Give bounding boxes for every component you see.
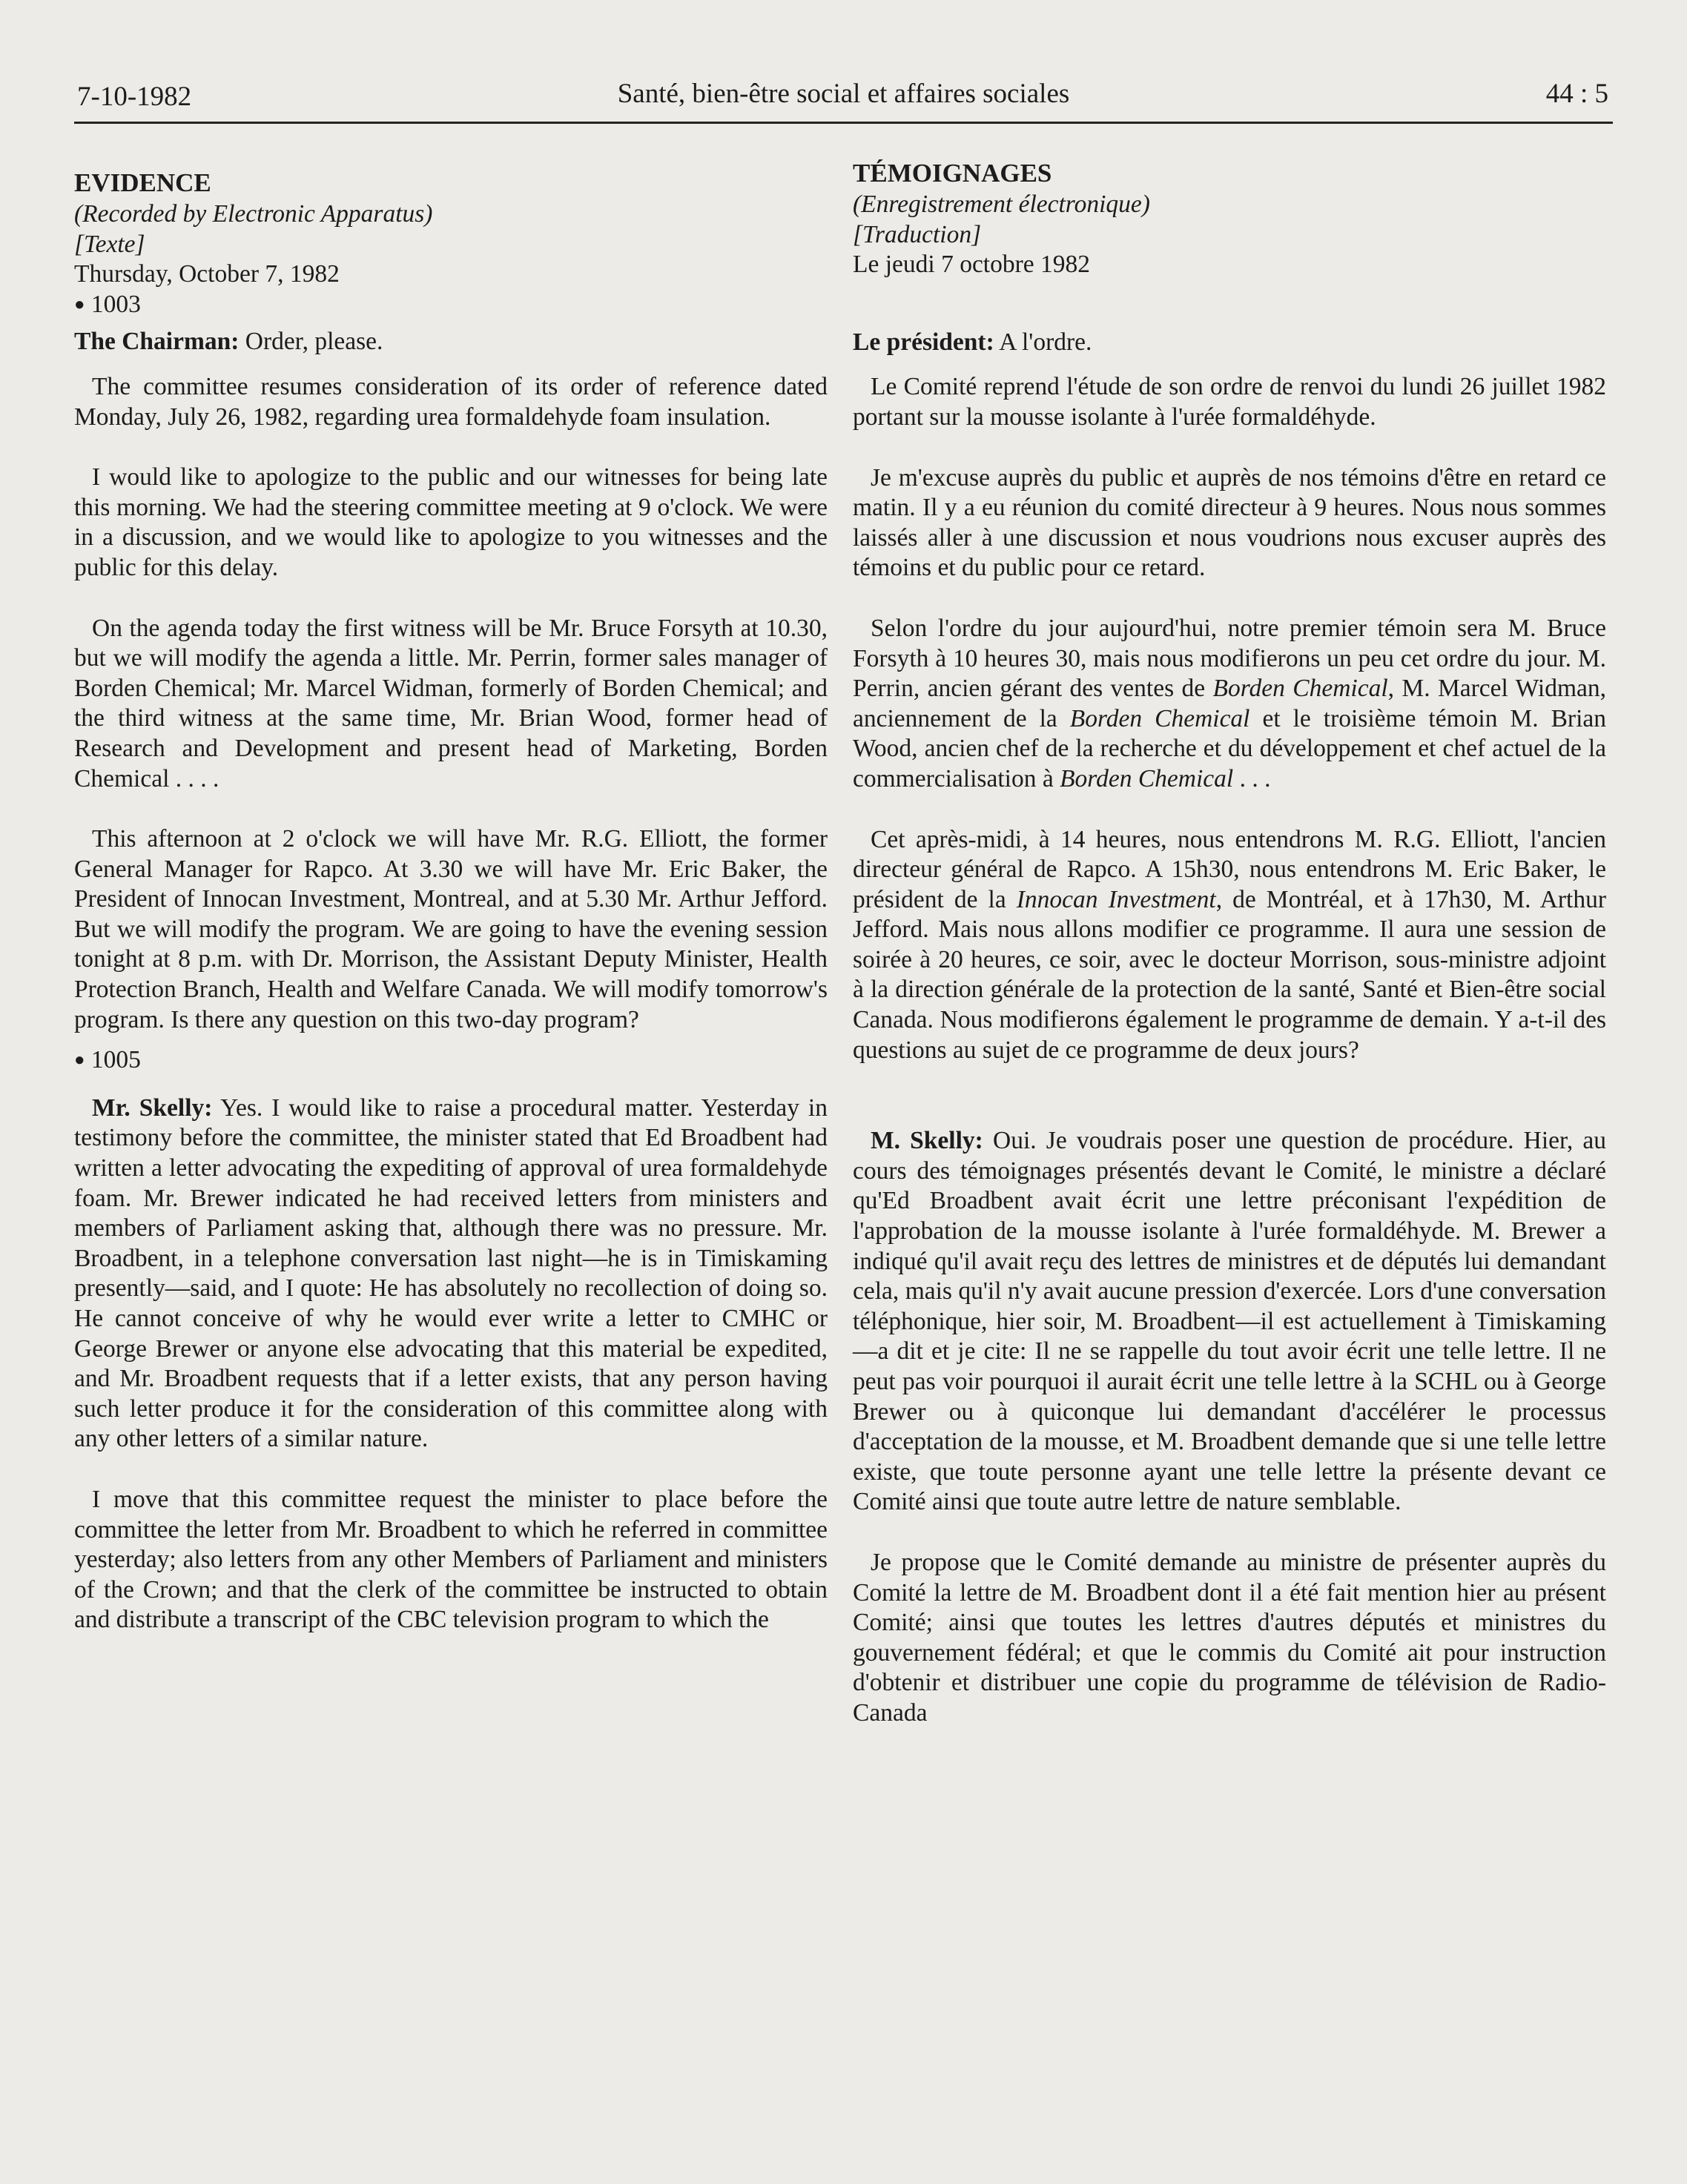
evidence-heading: EVIDENCE: [74, 168, 211, 197]
french-column: [853, 157, 1606, 1729]
chairman-statement: [74, 327, 828, 357]
session-date: Thursday, October 7, 1982: [74, 260, 340, 288]
speaker-text: A l'ordre.: [994, 328, 1092, 356]
speaker-label: Le président:: [853, 328, 994, 356]
english-column: [74, 167, 828, 1635]
paragraph: Je m'excuse auprès du public et auprès de nos témoins d'être en retard ce matin. Il y a eu réunion du comité directeur à 9 heures. Nous nous sommes laissés aller à une discussion et nous voudrions nous excuser auprès des témoins et du public pour ce retard.: [853, 463, 1606, 582]
paragraph: The committee resumes consideration of its order of reference dated Monday, July 26, 1982, regarding urea formaldehyde foam insulation.: [74, 372, 828, 431]
session-date: Le jeudi 7 octobre 1982: [853, 251, 1091, 279]
recorded-note: (Enregistrement électronique): [853, 191, 1150, 218]
paragraph: Cet après-midi, à 14 heures, nous entendrons M. R.G. Elliott, l'ancien directeur général de Rapco. A 15h30, nous entendrons M. Eric Baker, le président de la Innocan Investment, de Montréal, et à 17h30, M. Arthur Jefford. Mais nous allons modifier ce programme. Il aura une session de soirée à 20 heures, ce soir, avec le docteur Morrison, sous-ministre adjoint à la direction générale de la protection de la santé, Santé et Bien-être social Canada. Nous modifierons également le programme de demain. Y a-t-il des questions au sujet de ce programme de deux jours?: [853, 825, 1606, 1064]
header-page-number: 44 : 5: [1545, 79, 1608, 109]
speaker-label: Mr. Skelly:: [92, 1093, 213, 1122]
temoignages-heading: TÉMOIGNAGES: [853, 159, 1052, 188]
skelly-statement: [853, 1126, 1606, 1518]
skelly-statement: [74, 1093, 828, 1455]
speaker-text: Oui. Je voudrais poser une question de procédure. Hier, au cours des témoignages présentés devant le Comité, le ministre a déclaré qu'Ed Broadbent avait écrit une lettre préconisant l'expédition de l'approbation de la mousse isolante à l'urée formaldéhyde. M. Brewer a indiqué qu'il avait reçu des lettres de ministres et de députés lui demandant cela, mais qu'il n'y avait aucune pression d'exercée. Lors d'une conversation téléphonique, hier soir, M. Broadbent—il est actuellement à Timiskaming—a dit et je cite: Il ne se rappelle du tout avoir écrit une telle lettre. Il ne peut pas voir pourquoi il aurait écrit une telle lettre à la SCHL ou à George Brewer ou à quiconque lui demandant d'accélérer le processus d'acceptation de la mousse, et M. Broadbent demande que si une telle lettre existe, que toute personne ayant une telle lettre la présente devant ce Comité ainsi que toute autre lettre de nature semblable.: [853, 1127, 1606, 1516]
paragraph: On the agenda today the first witness will be Mr. Bruce Forsyth at 10.30, but we will modify the agenda a little. Mr. Perrin, former sales manager of Borden Chemical; Mr. Marcel Widman, formerly of Borden Chemical; and the third witness at the same time, Mr. Brian Wood, former head of Research and Development and present head of Marketing, Borden Chemical . . . .: [74, 614, 828, 792]
paragraph: Selon l'ordre du jour aujourd'hui, notre premier témoin sera M. Bruce Forsyth à 10 heures 30, mais nous modifierons un peu cet ordre du jour. M. Perrin, ancien gérant des ventes de Borden Chemical, M. Marcel Widman, anciennement de la Borden Chemical et le troisième témoin M. Brian Wood, ancien chef de la recherche et du développement et chef actuel de la commercialisation à Borden Chemical . . .: [853, 614, 1607, 792]
speaker-label: The Chairman:: [74, 328, 240, 356]
paragraph: Je propose que le Comité demande au ministre de présenter auprès du Comité la lettre de M. Broadbent dont il a été fait mention hier au présent Comité; ainsi que toutes les lettres d'autres députés et ministres du gouvernement fédéral; et que le commis du Comité ait pour instruction d'obtenir et distribuer une copie du programme de télévision de Radio-Canada: [853, 1548, 1606, 1727]
speaker-text: Order, please.: [239, 328, 383, 356]
speaker-label: M. Skelly:: [871, 1127, 983, 1155]
page-header: [74, 80, 1613, 124]
recorded-note: (Recorded by Electronic Apparatus): [74, 200, 433, 228]
language-tag: [Texte]: [74, 230, 145, 258]
language-tag: [Traduction]: [853, 220, 982, 248]
time-marker: ● 1003: [74, 290, 141, 318]
paragraph: Le Comité reprend l'étude de son ordre de renvoi du lundi 26 juillet 1982 portant sur la mousse isolante à l'urée formaldéhyde.: [853, 373, 1606, 431]
time-value: 1005: [90, 1046, 141, 1074]
paragraph: I would like to apologize to the public and our witnesses for being late this morning. We had the steering committee meeting at 9 o'clock. We were in a discussion, and we would like to apologize to you witnesses and the public for this delay.: [74, 463, 828, 581]
time-marker: ● 1005: [74, 1046, 141, 1074]
header-date: 7-10-1982: [77, 82, 192, 112]
speaker-text: Yes. I would like to raise a procedural matter. Yesterday in testimony before the committee, the minister stated that Ed Broadbent had written a letter advocating the expediting of approval of urea formaldehyde foam. Mr. Brewer indicated he had received letters from ministers and members of Parliament asking that, although there was no pressure. Mr. Broadbent, in a telephone conversation last night—he is in Timiskaming presently—said, and I quote: He has absolutely no recollection of doing so. He cannot conceive of why he would ever write a letter to CMHC or George Brewer or anyone else advocating that this material be expedited, and Mr. Broadbent requests that if a letter exists, that any person having such letter produce it for the consideration of this committee along with any other letters of a similar nature.: [74, 1093, 828, 1453]
paragraph: This afternoon at 2 o'clock we will have Mr. R.G. Elliott, the former General Manager for Rapco. At 3.30 we will have Mr. Eric Baker, the President of Innocan Investment, Montreal, and at 5.30 Mr. Arthur Jefford. But we will modify the program. We are going to have the evening session tonight at 8 p.m. with Dr. Morrison, the Assistant Deputy Minister, Health Protection Branch, Health and Welfare Canada. We will modify tomorrow's program. Is there any question on this two-day program?: [74, 825, 828, 1033]
paragraph: I move that this committee request the minister to place before the committee the letter from Mr. Broadbent to which he referred in committee yesterday; also letters from any other Members of Parliament and ministers of the Crown; and that the clerk of the committee be instructed to obtain and distribute a transcript of the CBC television program to which the: [74, 1485, 828, 1634]
header-title: Santé, bien-être social et affaires sociales: [617, 79, 1070, 109]
time-value: 1003: [90, 290, 141, 318]
president-statement: [853, 328, 1606, 358]
